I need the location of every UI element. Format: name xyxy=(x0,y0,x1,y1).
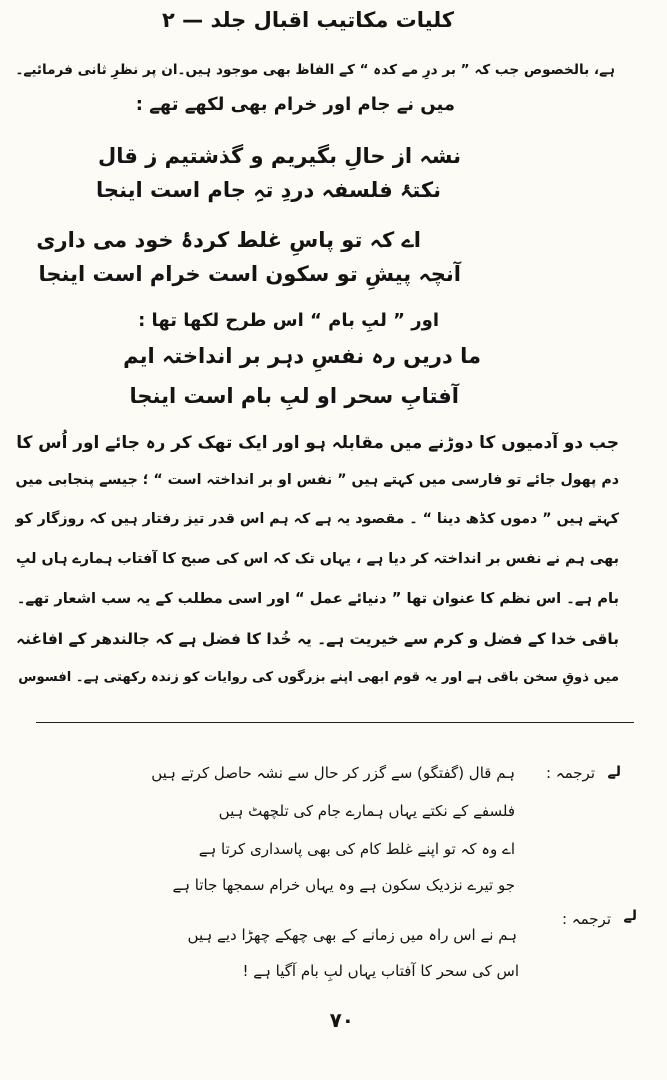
footnote-line: اس کی سحر کا آفتاب یہاں لبِ بام آگیا ہے ! xyxy=(242,962,519,980)
verse-line: آفتابِ سحر او لبِ بام است اینجا xyxy=(129,384,459,408)
paragraph-line: دم پھول جائے تو فارسی میں کہتے ہیں ” نفس او بر انداختہ است “ ؛ جیسے پنجابی میں xyxy=(15,472,619,488)
verse-line: آنچہ پیشِ تو سکون است خرام است اینجا xyxy=(38,262,461,286)
paragraph-line: بھی ہم نے نفس بر انداختہ کر دیا ہے ، یہاں تک کہ اس کی صبح کا آفتاب ہمارے ہاں لبِ xyxy=(16,551,619,567)
footnote-line: اے وہ کہ تو اپنے غلط کام کی بھی پاسداری کرتا ہے xyxy=(198,840,515,858)
verse-line: نکتۂ فلسفہ دردِ تہِ جام است اینجا xyxy=(96,178,441,202)
verse-line: نشہ از حالِ بگیریم و گذشتیم ز قال xyxy=(98,144,461,168)
footnote-line: فلسفے کے نکتے یہاں ہمارے جام کی تلچھٹ ہیں xyxy=(218,802,515,820)
paragraph-line: بام ہے۔ اس نظم کا عنوان تھا ” دنیائے عمل “ اور اسی مطلب کے یہ سب اشعار تھے۔ xyxy=(16,590,619,607)
body-line: ہے، بالخصوص جب کہ ” بر درِ مے کدہ “ کے الفاظ بھی موجود ہیں۔ان پر نظرِ ثانی فرمائیے۔ xyxy=(15,62,615,78)
page-header-title: کلیات مکاتیب اقبال جلد — ۲ xyxy=(162,8,454,32)
paragraph-line: جب دو آدمیوں کا دوڑنے میں مقابلہ ہو اور ایک تھک کر رہ جائے اور اُس کا xyxy=(16,432,619,452)
body-line: اور ” لبِ بام “ اس طرح لکھا تھا : xyxy=(138,310,439,331)
page-number: ۷۰ xyxy=(329,1008,354,1032)
footnote-line: ہم قال (گفتگو) سے گزر کر حال سے نشہ حاصل کرتے ہیں xyxy=(151,764,515,782)
footnote-label: ترجمہ : xyxy=(545,764,595,782)
footnote-marker: لے xyxy=(623,908,637,924)
footnote-divider xyxy=(36,722,634,723)
footnote-line: ہم نے اس راہ میں زمانے کے بھی چھکے چھڑا دیے ہیں xyxy=(187,926,517,944)
footnote-label: ترجمہ : xyxy=(561,910,611,928)
footnote-line: جو تیرے نزدیک سکون ہے وہ یہاں خرام سمجھا جاتا ہے xyxy=(172,876,515,894)
footnote-marker: لے xyxy=(607,764,621,780)
paragraph-line: باقی خدا کے فضل و کرم سے خیریت ہے۔ یہ خُدا کا فضل ہے کہ جالندھر کے افاغنہ xyxy=(16,630,619,648)
verse-line: ما دریں رہ نفسِ دہر بر انداختہ ایم xyxy=(123,344,481,368)
paragraph-line: کہتے ہیں ” دموں کڈھ دینا “ ۔ مقصود یہ ہے کہ ہم اس قدر تیز رفتار ہیں کہ روزگار کو xyxy=(15,511,619,527)
paragraph-line: میں ذوقِ سخن باقی ہے اور یہ قوم ابھی اپنے بزرگوں کی روایات کو زندہ رکھتی ہے۔ افسوس xyxy=(18,670,619,685)
verse-line: اے کہ تو پاسِ غلط کردۂ خود می داری xyxy=(36,228,421,252)
body-line: میں نے جام اور خرام بھی لکھے تھے : xyxy=(135,94,455,115)
